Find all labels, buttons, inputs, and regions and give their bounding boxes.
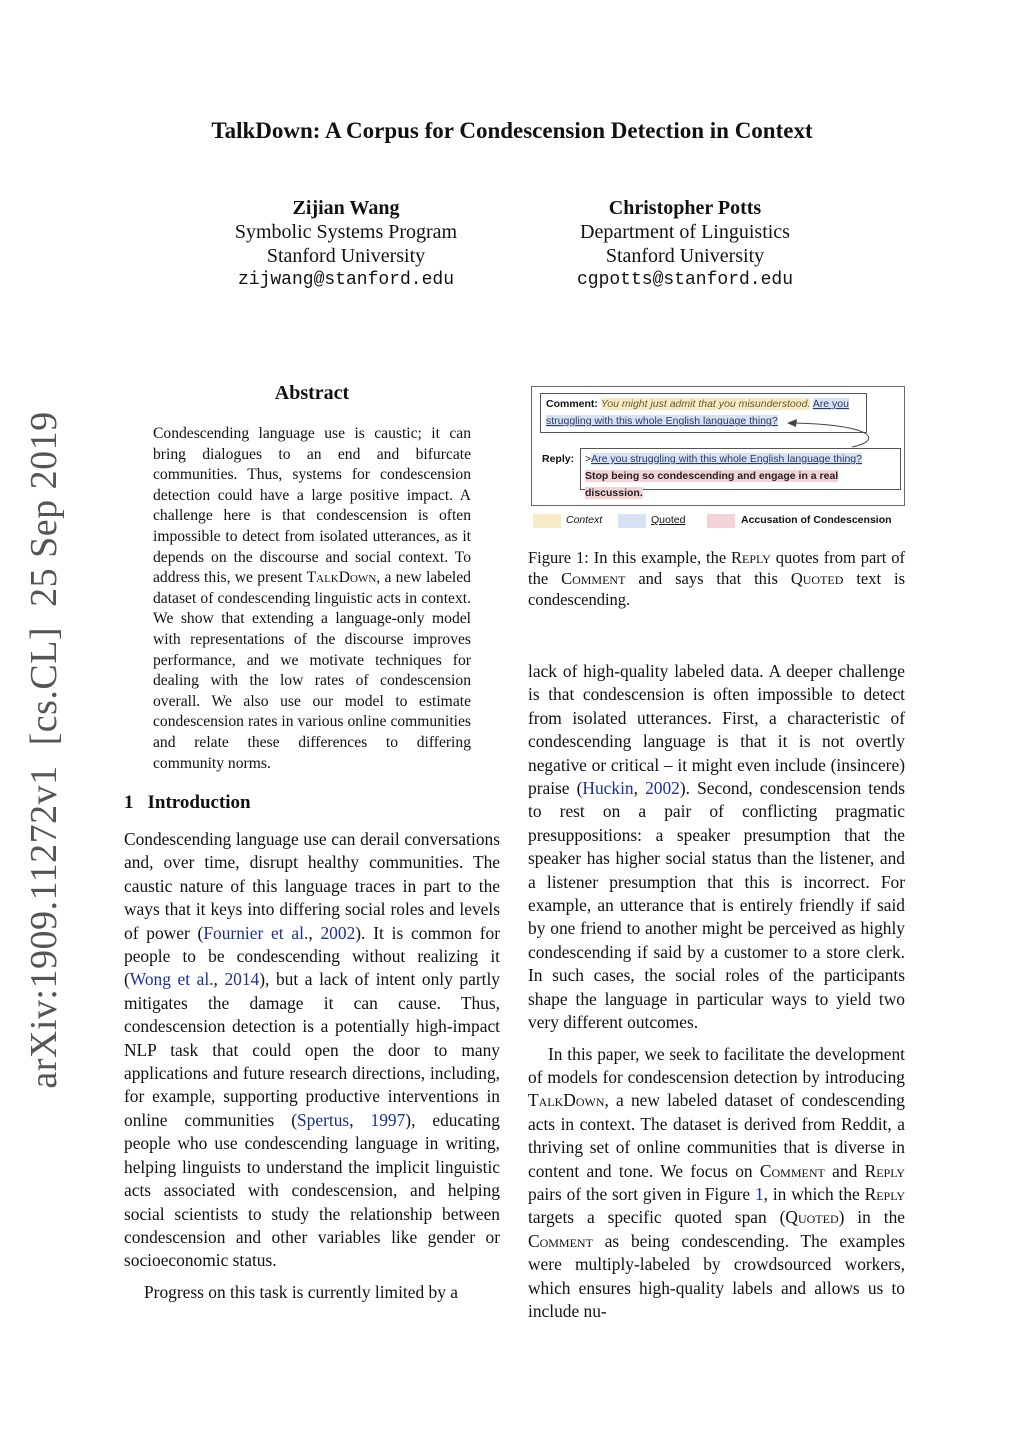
arxiv-stamp[interactable]: arXiv:1909.11272v1 [cs.CL] 25 Sep 2019 [23,411,65,1089]
abstract-body [153,424,471,774]
comment-label: Comment: [546,398,598,410]
accusation-swatch [707,514,735,528]
quoted-highlight: Are you struggling with this whole English language thing? [591,453,862,465]
citation-year-link[interactable]: 2002 [645,778,680,799]
quoted-swatch [618,514,646,528]
quote-marker: > [585,453,592,465]
author-email[interactable]: zijwang@stanford.edu [237,270,455,290]
figure-legend [531,513,903,531]
citation-year-link[interactable]: 2002 [320,922,356,943]
abstract-text: , a new labeled dataset of condescending linguistic acts in context. We show that extending a language-only model with representations of the discourse improves performance, and we motivate techniques for dealing with the low rates of condescension overall. We also use our model to estimate condescension rates in various online communities and relate these differences to differing community norms. [153,569,471,772]
author-institution: Stanford University [605,245,765,267]
accusation-highlight: Stop being so condescending and engage in a real discussion. [585,470,839,499]
right-column-body [528,660,905,1323]
quoted-highlight: struggling with this whole English language thing? [546,415,778,427]
paper-title: TalkDown: A Corpus for Condescension Detection in Context [211,118,813,143]
author-affiliation: Symbolic Systems Program [234,221,458,243]
legend-quoted: Quoted [651,514,686,526]
text: targets a specific quoted span ( [528,1207,786,1228]
figure-ref-link[interactable]: 1 [754,1183,764,1204]
abstract-heading: Abstract [274,382,350,404]
arrow-head [787,419,797,427]
text: , [308,922,321,943]
text: as being condescending. The examples were multiply-labeled by crowdsourced workers, which ensures high-quality labels and allows us to include nu- [528,1230,905,1321]
legend-context: Context [566,514,603,526]
author-name: Zijian Wang [292,197,400,219]
author-name: Christopher Potts [608,197,762,219]
text: , [633,778,646,799]
section-number: 1 [124,792,134,813]
text: lack of high-quality labeled data. A deeper challenge is that condescension is often impossible to detect from isolated utterances. First, a characteristic of condescending language is that it is not overtly negative or critical – it might even include (insincere) praise ( [528,661,905,799]
paragraph [528,660,905,1035]
citation-year-link[interactable]: 2014 [224,969,260,990]
author-email[interactable]: cgpotts@stanford.edu [576,270,794,290]
term: Comment [561,569,626,588]
citation-link[interactable]: Wong et al. [129,969,214,990]
legend-accusation: Accusation of Condescension [741,514,892,526]
reply-label: Reply: [542,453,575,465]
context-highlight: You might just admit that you misunderstood. [600,398,811,410]
text: ). Second, condescension tends to rest on a pair of conflicting pragmatic presuppositions: a speaker presumption that the speaker has higher social status than the listener, and a listener presumption that this is incorrect. For example, an utterance that is entirely friendly if said by one friend to another might be perceived as highly condescending if said by a customer to a store clerk. In such cases, the social roles of the participants shape the language in particular ways to yield two very different outcomes. [528,778,905,1033]
text: text is condescending. [528,569,905,609]
text: ), but a lack of intent only partly mitigates the damage it can cause. Thus, condescension detection is a potentially high-impact NLP task that could open the door to many applications and future research directions, including, for example, supporting productive interventions in online communities ( [124,969,500,1130]
abstract-text: Condescending language use is caustic; it can bring dialogues to an end and bifurcate communities. Thus, systems for condescension detection could have a large positive impact. A challenge here is that condescension is often impossible to detect from isolated utterances, as it depends on the discourse and social context. To address this, we present [153,425,471,587]
term: Reply [864,1183,905,1204]
figure-caption [528,547,905,610]
term: Quoted [790,569,844,588]
text: , [213,969,225,990]
text: , in which the [763,1183,865,1204]
citation-link[interactable]: Huckin [582,778,634,799]
citation-year-link[interactable]: 1997 [370,1109,406,1130]
text: , [349,1109,371,1130]
author-block-2 [535,196,835,292]
term: Quoted [785,1207,839,1228]
text: quotes from part of the [528,548,905,588]
figure-1 [531,386,905,506]
text: ) in the [838,1207,905,1228]
text: and [824,1160,865,1181]
text: In this paper, we seek to facilitate the development of models for condescension detection by introducing [528,1043,905,1087]
left-column-body [124,828,500,1304]
text: and says that this [625,569,791,588]
text: pairs of the sort given in Figure [528,1183,755,1204]
context-swatch [533,514,561,528]
section-title: Introduction [147,792,251,813]
quoted-highlight: Are you [812,398,849,410]
author-institution: Stanford University [266,245,426,267]
text: ). It is common for people to be condescending without realizing it ( [124,922,500,990]
section-heading [124,792,251,814]
reply-box [580,448,901,499]
term: Comment [528,1230,593,1251]
paragraph: Progress on this task is currently limited by a [144,1281,458,1302]
reply-text [585,451,897,502]
arrow-curve [794,423,869,447]
term: Reply [731,548,771,567]
citation-link[interactable]: Fournier et al. [203,922,309,943]
author-affiliation: Department of Linguistics [580,221,790,243]
text: Figure 1: In this example, the [528,548,732,567]
term: Comment [759,1160,825,1181]
dataset-name: TalkDown [306,569,377,587]
dataset-name: TalkDown [528,1090,605,1111]
paragraph [124,828,500,1273]
author-block-1 [196,196,496,292]
term: Reply [864,1160,905,1181]
text: ), educating people who use condescending language in writing, helping linguists to understand the implicit linguistic acts associated with condescension, and helping social scientists to study the relationship between condescension and other variables like gender or socioeconomic status. [124,1109,500,1271]
paragraph [528,1043,905,1324]
text: , a new labeled dataset of condescending acts in context. The dataset is derived from Reddit, a thriving set of online communities that is diverse in content and tone. We focus on [528,1090,905,1181]
citation-link[interactable]: Spertus [297,1109,350,1130]
text: Condescending language use can derail conversations and, over time, disrupt healthy communities. The caustic nature of this language traces in part to the ways that it keys into differing social roles and levels of power ( [124,829,500,943]
